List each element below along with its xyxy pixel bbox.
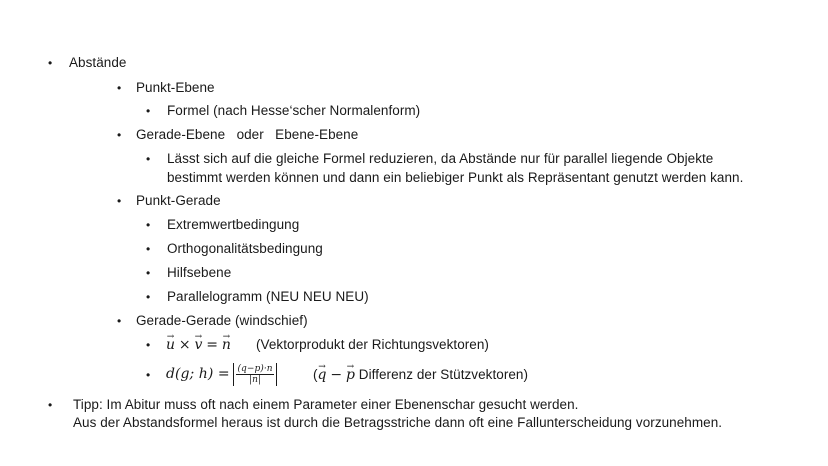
open-paren: ( [313,367,318,382]
bullet-marker: • [146,338,151,352]
item-hilfsebene: Hilfsebene [167,265,232,280]
formula-distance [166,360,277,388]
vector-n: → n [222,336,231,354]
fraction [236,364,273,385]
item-laesst-sich-line2: bestimmt werden können und dann ein beliebiger Punkt als Repräsentant genutzt werden kann. [167,170,744,185]
item-punkt-gerade: Punkt-Gerade [136,193,221,208]
equals-sign: = [206,337,219,353]
differenz-text: Differenz der Stützvektoren) [358,367,529,382]
item-gerade-ebene: Gerade-Ebene oder Ebene-Ebene [136,127,359,142]
item-gerade-gerade: Gerade-Gerade (windschief) [136,313,308,328]
note-vektorprodukt: (Vektorprodukt der Richtungsvektoren) [256,337,489,352]
bullet-marker: • [48,398,53,412]
bullet-marker: • [146,152,151,166]
item-formel-hesse: Formel (nach Hesse‘scher Normalenform) [167,103,421,118]
item-orthogonal: Orthogonalitätsbedingung [167,241,323,256]
bullet-marker: • [146,104,151,118]
item-punkt-ebene: Punkt-Ebene [136,80,215,95]
item-laesst-sich-line1: Lässt sich auf die gleiche Formel reduzieren, da Abstände nur für parallel liegende Objekte [167,151,714,166]
item-extremwert: Extremwertbedingung [167,217,300,232]
item-parallelogramm: Parallelogramm (NEU NEU NEU) [167,289,369,304]
vector-q: → q [318,366,327,384]
minus-operator: − [330,367,343,383]
formula-cross-product [166,336,231,354]
absolute-value [233,363,276,386]
vector-v: → v [194,336,202,354]
note-differenz [313,366,528,384]
fraction-denominator: |n| [249,374,262,385]
times-operator: × [178,337,191,353]
bullet-marker: • [117,194,122,208]
vector-u: → u [166,336,175,354]
tip-line1: Tipp: Im Abitur muss oft nach einem Parameter einer Ebenenschar gesucht werden. [73,397,579,412]
bullet-marker: • [146,242,151,256]
bullet-marker: • [146,266,151,280]
distance-lhs: d(g; h) = [166,366,230,382]
fraction-numerator: (q−p)·n [237,363,273,374]
bullet-marker: • [117,128,122,142]
tip-line2: Aus der Abstandsformel heraus ist durch die Betragsstriche dann oft eine Fallunterscheidung vorzunehmen. [73,415,723,430]
bullet-marker: • [48,56,53,70]
bullet-marker: • [117,81,122,95]
vector-p: → p [346,366,355,384]
heading-abstaende: Abstände [69,55,127,70]
bullet-marker: • [117,314,122,328]
bullet-marker: • [146,290,151,304]
bullet-marker: • [146,218,151,232]
bullet-marker: • [146,368,151,382]
